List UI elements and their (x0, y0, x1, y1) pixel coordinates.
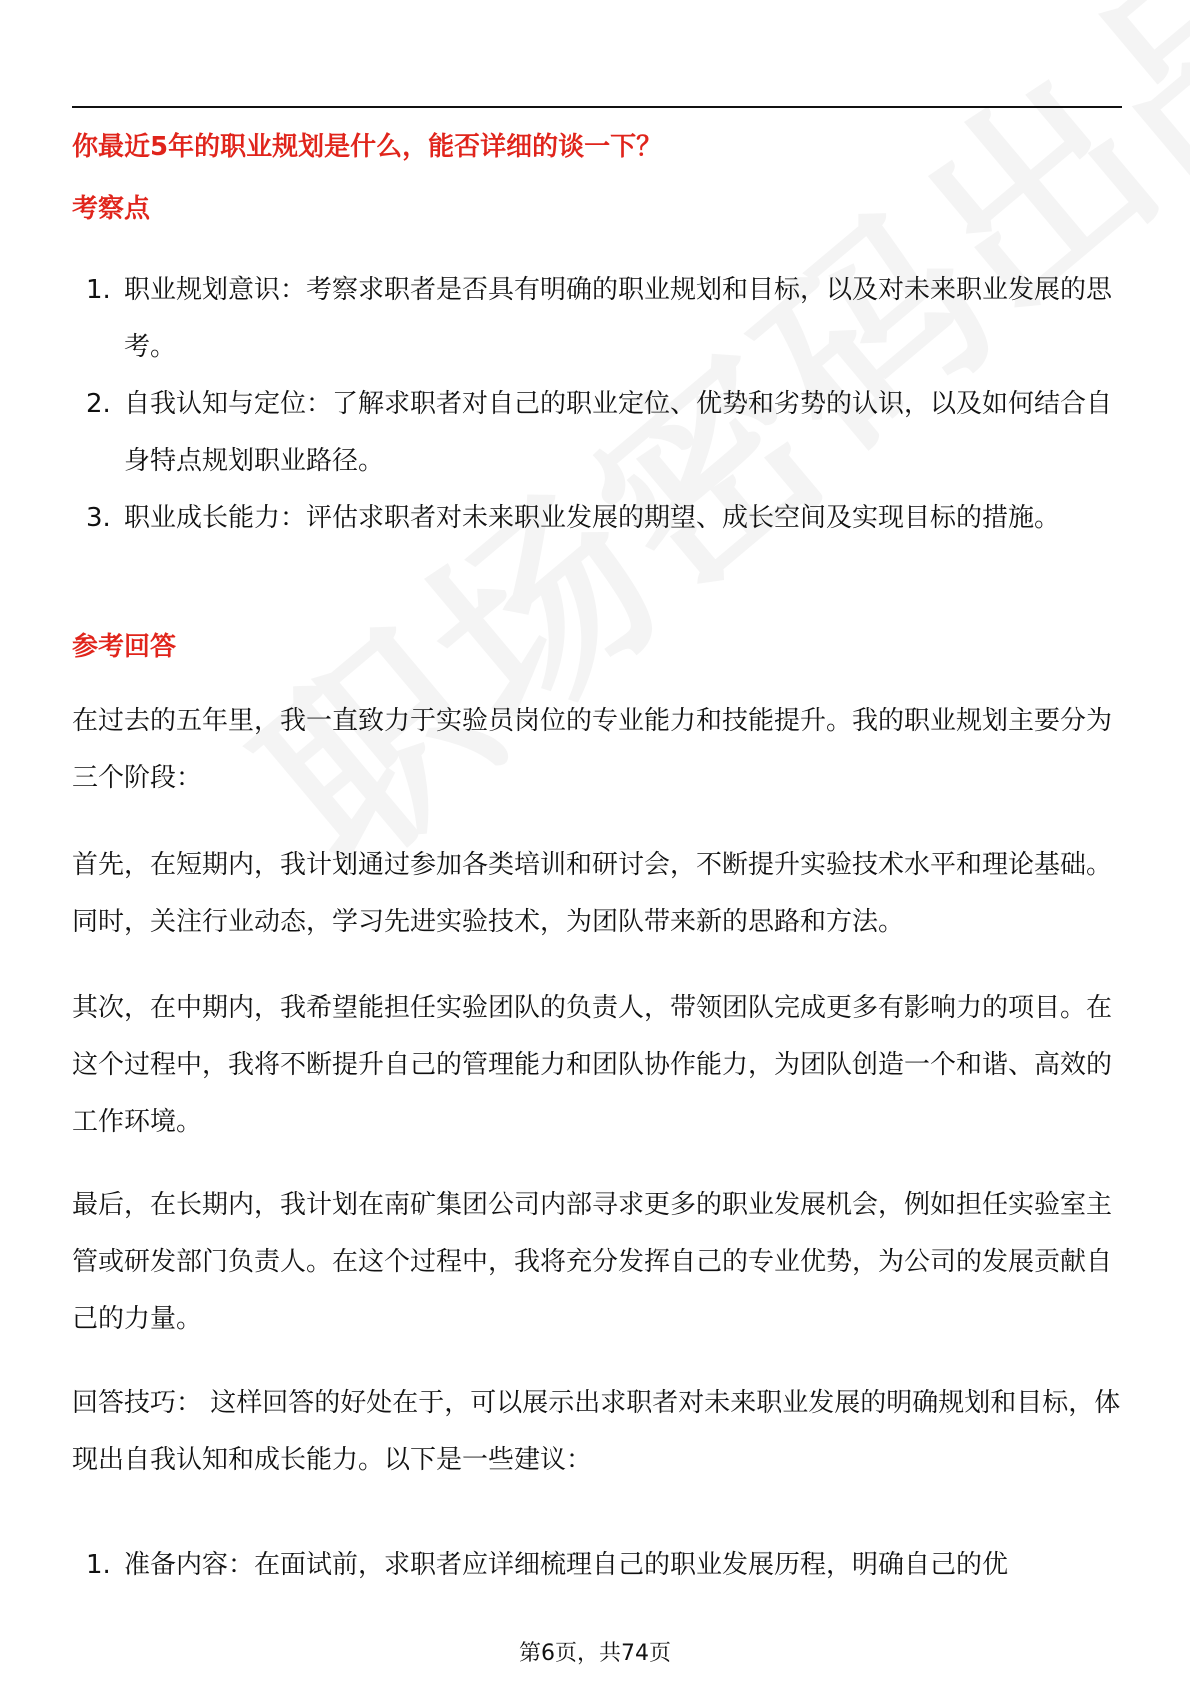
list-item-text: 准备内容：在面试前，求职者应详细梳理自己的职业发展历程，明确自己的优 (124, 1550, 1009, 1580)
section-title-reference-answer: 参考回答 (72, 632, 177, 662)
assessment-points-list (72, 262, 1120, 547)
list-item-number: 2. (86, 389, 111, 419)
answer-paragraph: 首先，在短期内，我计划通过参加各类培训和研讨会，不断提升实验技术水平和理论基础。同时，关注行业动态，学习先进实验技术，为团队带来新的思路和方法。 (72, 850, 1113, 937)
list-item (72, 376, 1120, 490)
list-item-text: 职业成长能力：评估求职者对未来职业发展的期望、成长空间及实现目标的措施。 (124, 503, 1061, 533)
list-item-number: 1. (86, 1550, 111, 1580)
list-item (72, 1537, 1120, 1594)
section-title-assessment-points: 考察点 (72, 194, 151, 224)
header-rule (72, 106, 1122, 108)
answer-paragraph: 最后，在长期内，我计划在南矿集团公司内部寻求更多的职业发展机会，例如担任实验室主管或研发部门负责人。在这个过程中，我将充分发挥自己的专业优势，为公司的发展贡献自己的力量。 (72, 1190, 1113, 1334)
list-item-number: 3. (86, 503, 111, 533)
answer-tips-paragraph: 回答技巧： 这样回答的好处在于，可以展示出求职者对未来职业发展的明确规划和目标，体现出自我认知和成长能力。以下是一些建议： (72, 1388, 1121, 1475)
tips-list (72, 1537, 1120, 1594)
list-item-text: 自我认知与定位：了解求职者对自己的职业定位、优势和劣势的认识，以及如何结合自身特点规划职业路径。 (124, 389, 1113, 476)
page-footer: 第6页，共74页 (519, 1641, 671, 1666)
answer-paragraph: 其次，在中期内，我希望能担任实验团队的负责人，带领团队完成更多有影响力的项目。在这个过程中，我将不断提升自己的管理能力和团队协作能力，为团队创造一个和谐、高效的工作环境。 (72, 993, 1113, 1137)
answer-paragraph: 在过去的五年里，我一直致力于实验员岗位的专业能力和技能提升。我的职业规划主要分为三个阶段： (72, 706, 1113, 793)
question-title: 你最近5年的职业规划是什么，能否详细的谈一下？ (72, 132, 663, 162)
list-item-text: 职业规划意识：考察求职者是否具有明确的职业规划和目标，以及对未来职业发展的思考。 (124, 275, 1113, 362)
list-item-number: 1. (86, 275, 111, 305)
list-item (72, 262, 1120, 376)
list-item (72, 490, 1120, 547)
